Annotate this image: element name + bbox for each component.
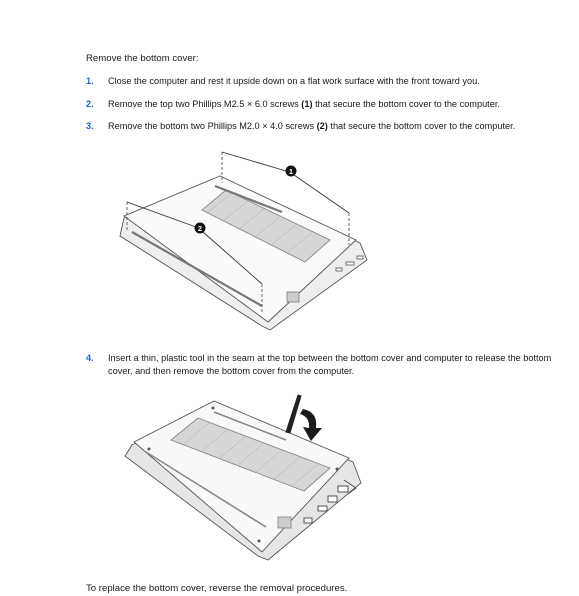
step-number: 3. xyxy=(86,121,94,131)
arrow-icon xyxy=(300,409,322,441)
intro-text: Remove the bottom cover: xyxy=(86,53,199,64)
footer-text: To replace the bottom cover, reverse the removal procedures. xyxy=(86,583,348,594)
plastic-tool-icon xyxy=(286,395,301,433)
step-text: Insert a thin, plastic tool in the seam at the top between the bottom cover and computer to release the bottom cover, and then remove the bottom cover from the computer. xyxy=(108,353,552,376)
step-number: 1. xyxy=(86,76,94,86)
step-text: Close the computer and rest it upside down on a flat work surface with the front toward you. xyxy=(108,76,480,86)
step-text: Remove the top two Phillips M2.5 × 6.0 screws (1) that secure the bottom cover to the computer. xyxy=(108,99,500,109)
step-number: 2. xyxy=(86,99,94,109)
svg-text:2: 2 xyxy=(197,224,203,233)
svg-text:1: 1 xyxy=(288,167,294,176)
callout-ref: (1) xyxy=(301,99,313,109)
step-text: Remove the bottom two Phillips M2.0 × 4.0 screws (2) that secure the bottom cover to the computer. xyxy=(108,121,516,131)
callout-ref: (2) xyxy=(316,121,328,131)
step-number: 4. xyxy=(86,353,94,363)
